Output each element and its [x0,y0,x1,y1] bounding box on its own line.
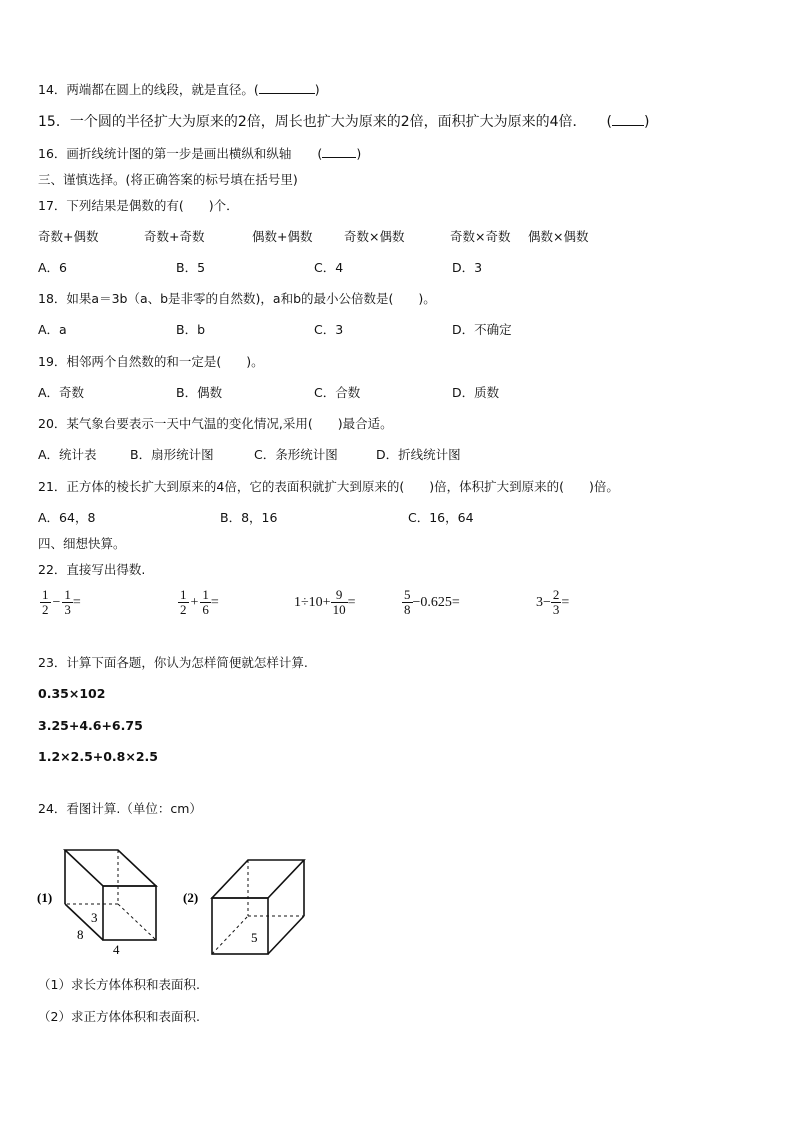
fraction: $\frac{5}{8}$ [404,587,411,617]
option-d[interactable]: D．质数 [452,385,500,400]
question-21: 21．正方体的棱长扩大到原来的4倍，它的表面积就扩大到原来的( )倍，体积扩大到原来的( )倍。 [38,479,619,494]
calc-item: 0.35×102 [38,686,106,701]
width-label: 8 [77,927,84,942]
option-b[interactable]: B．偶数 [176,385,223,400]
fraction: $\frac{1}{2}$ [180,587,187,617]
height-label: 3 [91,910,98,925]
sub-question-2: （2）求正方体体积和表面积. [38,1009,200,1024]
fraction: $\frac{1}{6}$ [202,587,209,617]
expression-4: $\frac{5}{8}$ −0.625 = [404,587,460,617]
expression-3: 1÷10+ $\frac{9}{10}$ = [294,587,356,617]
option-b[interactable]: B．b [176,322,206,337]
option-c[interactable]: C．3 [314,322,344,337]
fraction: $\frac{2}{3}$ [552,587,560,617]
list-item: 奇数×奇数 [450,229,511,244]
question-24: 24．看图计算.（单位：cm） [38,801,202,816]
option-c[interactable]: C．4 [314,260,344,275]
section-heading-4: 四、细想快算。 [38,536,126,551]
answer-blank[interactable] [322,146,356,158]
option-a[interactable]: A．64，8 [38,510,96,525]
calc-item: 1.2×2.5+0.8×2.5 [38,749,158,764]
option-a[interactable]: A．奇数 [38,385,85,400]
figure-label: (2) [183,890,199,905]
answer-blank[interactable] [259,82,315,94]
option-b[interactable]: B．5 [176,260,206,275]
question-19: 19．相邻两个自然数的和一定是( )。 [38,354,264,369]
answer-blank[interactable] [612,114,644,126]
list-item: 奇数+奇数 [144,229,205,244]
fraction: $\frac{1}{2}$ [42,587,49,617]
option-d[interactable]: D．3 [452,260,483,275]
option-a[interactable]: A．6 [38,260,68,275]
question-17: 17．下列结果是偶数的有( )个． [38,198,239,213]
figure-label: (1) [37,890,53,905]
option-d[interactable]: D．不确定 [452,322,512,337]
question-16: 16．画折线统计图的第一步是画出横纵和纵轴 ( ) [38,146,362,161]
option-c[interactable]: C．合数 [314,385,361,400]
list-item: 偶数×偶数 [528,229,589,244]
list-item: 奇数×偶数 [344,229,405,244]
option-c[interactable]: C．16，64 [408,510,474,525]
question-15: 15．一个圆的半径扩大为原来的2倍，周长也扩大为原来的2倍，面积扩大为原来的4倍． ( ) [38,114,650,130]
expression-5: 3− $\frac{2}{3}$ = [536,587,570,617]
question-20: 20．某气象台要表示一天中气温的变化情况,采用( )最合适。 [38,416,393,431]
expression-1: $\frac{1}{2}$ − $\frac{1}{3}$ = [42,587,81,617]
option-a[interactable]: A．统计表 [38,447,97,462]
question-18: 18．如果a＝3b（a、b是非零的自然数)，a和b的最小公倍数是( )。 [38,291,436,306]
expression-2: $\frac{1}{2}$ + $\frac{1}{6}$ = [180,587,219,617]
cube-figure [178,852,318,958]
option-a[interactable]: A．a [38,322,67,337]
question-14: 14．两端都在圆上的线段，就是直径。( ) [38,82,320,97]
list-item: 偶数+偶数 [252,229,313,244]
length-label: 4 [113,942,120,957]
question-22: 22．直接写出得数. [38,562,146,577]
list-item: 奇数+偶数 [38,229,99,244]
option-c[interactable]: C．条形统计图 [254,447,338,462]
section-heading-3: 三、谨慎选择。(将正确答案的标号填在括号里) [38,172,298,187]
option-b[interactable]: B．扇形统计图 [130,447,214,462]
edge-label: 5 [251,930,258,945]
fraction: $\frac{1}{3}$ [64,587,71,617]
calc-item: 3.25+4.6+6.75 [38,718,143,733]
cuboid-figure [30,838,170,960]
option-d[interactable]: D．折线统计图 [376,447,461,462]
question-23: 23．计算下面各题，你认为怎样简便就怎样计算. [38,655,308,670]
option-b[interactable]: B．8，16 [220,510,278,525]
sub-question-1: （1）求长方体体积和表面积. [38,977,200,992]
fraction: $\frac{9}{10}$ [332,587,346,617]
